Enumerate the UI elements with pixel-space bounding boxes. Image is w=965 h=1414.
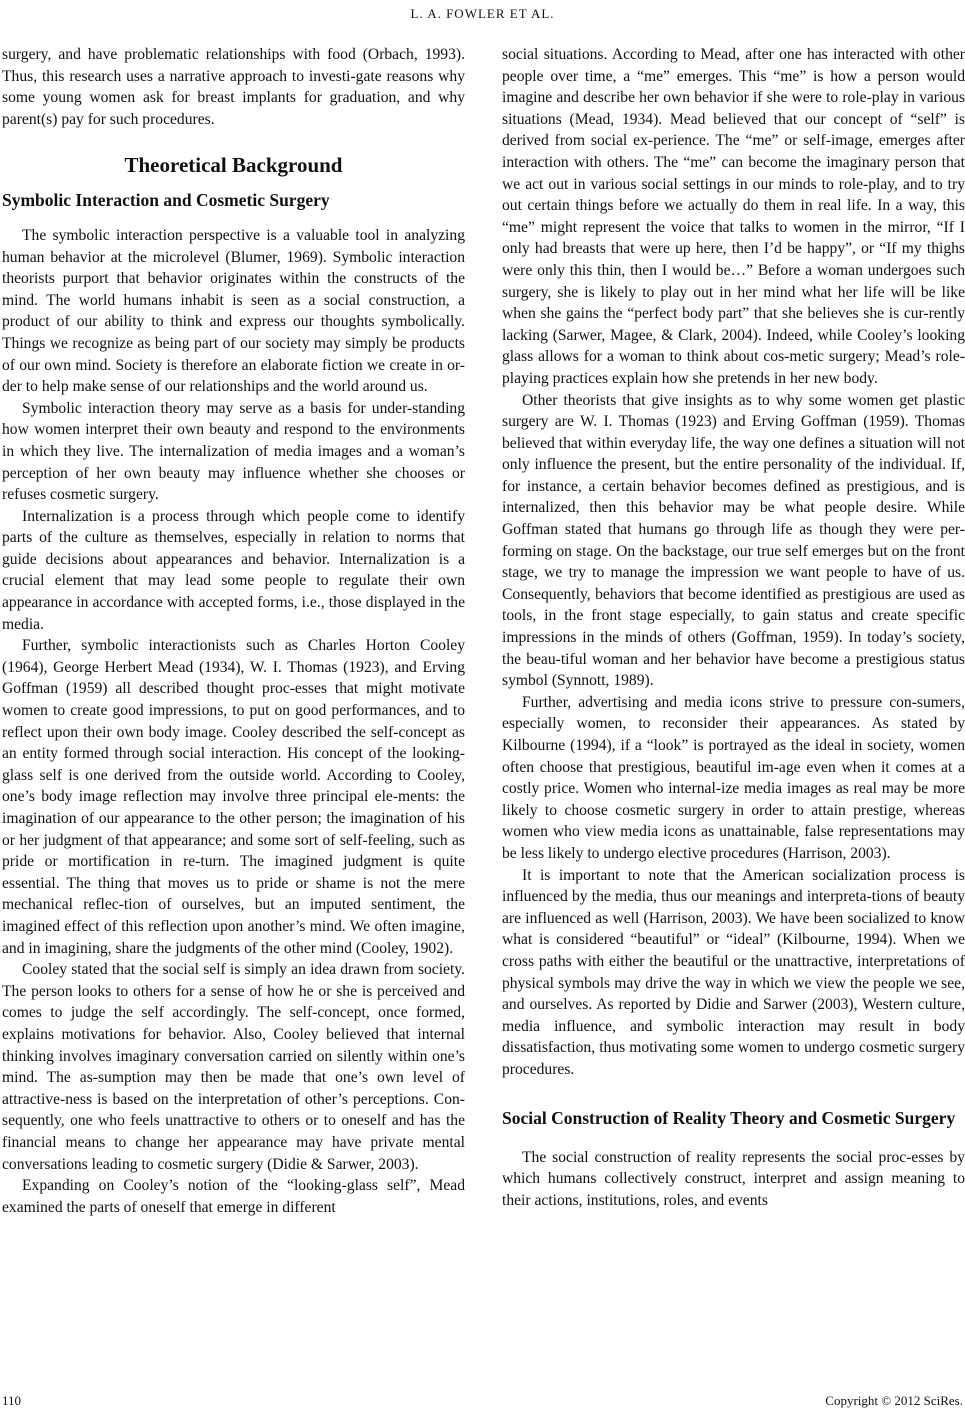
paragraph: social situations. According to Mead, after one has interacted with other people over time, a “me” emerges. This “me” is how a person would imagine and describe her own behavior if she were to role-play in various situations (Mead, 1934). Mead believed that our concept of “self” is derived from social ex-perience. The “me” or self-image, emerges after interaction with others. The “me” can become the imaginary person that we act out in various social settings in our minds to role-play, and to try out certain things before we actually do them in real life. In a way, this “me” might represent the voice that talks to women in the mirror, “If I only had breasts that were up here, then I’d be happy”, or “If my thighs were only this thin, then I would be…” Before a woman undergoes such surgery, she is likely to play out in her mind what her life will be like when she gains the “perfect body part” that she believes she is cur-rently lacking (Sarwer, Magee, & Clark, 2004). Indeed, while Cooley’s looking glass allows for a woman to think about cos-metic surgery; Mead’s role-playing practices explain how she pretends in her new body.: [502, 46, 965, 387]
paragraph: Further, symbolic interactionists such as Charles Horton Cooley (1964), George Herbert Mead (1934), W. I. Thomas (1923), and Erving Goffman (1959) all described thought proc-esses that might motivate women to create good impressions, to put on good performances, and to reflect upon their own body image. Cooley described the self-concept as an entity formed through social interaction. His concept of the looking-glass self is one derived from the outside world. According to Cooley, one’s body image reflection may involve three principal ele-ments: the imagination of our appearance to the other person; the imagination of his or her judgment of that appearance; and some sort of self-feeling, such as pride or mortification in re-turn. The imagined judgment is quite essential. The thing that moves us to pride or shame is not the mere mechanical reflec-tion of ourselves, but an imputed sentiment, the imagined effect of this reflection upon another’s mind. We often imagine, and in imagining, share the judgments of the other mind (Cooley, 1902).: [2, 637, 465, 957]
paragraph: The social construction of reality represents the social proc-esses by which humans collectively construct, interpret and assign meaning to their actions, institutions, roles, and events: [502, 1148, 965, 1209]
subsection-title: Symbolic Interaction and Cosmetic Surgery: [2, 189, 330, 210]
paragraph: It is important to note that the American socialization process is influenced by the media, thus our meanings and interpreta-tions of beauty are influenced as well (Harrison, 2003). We have been socialized to know what is considered “beautiful” or “ideal” (Kilbourne, 1994). When we cross paths with either the beautiful or the unattractive, interpretations of physical symbols may drive the way in which we view the people we see, and ourselves. As reported by Didie and Sarwer (2003), Western culture, media influence, and symbolic interaction may result in body dissatisfaction, thus motivating some women to undergo cosmetic surgery procedures.: [502, 866, 965, 1078]
paragraph: Symbolic interaction theory may serve as a basis for under-standing how women interpret their own beauty and respond to the environments in which they live. The internalization of media images and a woman’s perception of her own beauty may influence whether she chooses or refuses cosmetic surgery.: [2, 399, 465, 504]
paragraph: Other theorists that give insights as to why some women get plastic surgery are W. I. Thomas (1923) and Erving Goffman (1959). Thomas believed that within everyday life, the way one defines a situation will not only influence the present, but the entire personality of the individual. If, for instance, a certain behavior becomes defined as prestigious, and is internalized, then this behavior may be what people desire. While Goffman stated that humans go through life as though they were per-forming on stage. On the backstage, our true self emerges but on the front stage, we try to manage the impression we want people to have of us. Consequently, behaviors that become identified as prestigious are used as tools, in the front stage especially, to gain status and create specific impressions in the minds of others (Goffman, 1959). In today’s society, the beau-tiful woman and her behavior have become a prestigious status symbol (Synnott, 1989).: [502, 391, 965, 690]
left-column: [2, 44, 465, 1218]
paragraph: The symbolic interaction perspective is a valuable tool in analyzing human behavior at the microlevel (Blumer, 1969). Symbolic interaction theorists purport that behavior originates within the constructs of the mind. The world humans inhabit is seen as a social construction, a product of our ability to think and express our thoughts symbolically. Things we recognize as being part of our society may simply be products of our own mind. Society is therefore an elaborate fiction we create in or-der to help make sense of our relationships and the world around us.: [2, 226, 465, 396]
paragraph: surgery, and have problematic relationships with food (Orbach, 1993). Thus, this research uses a narrative approach to investi-gate reasons why some young women ask for breast implants for graduation, and why parent(s) pay for such procedures.: [2, 46, 465, 128]
page-number: 110: [2, 1393, 22, 1408]
paragraph: Expanding on Cooley’s notion of the “looking-glass self”, Mead examined the parts of oneself that emerge in different: [2, 1177, 465, 1216]
copyright-notice: Copyright © 2012 SciRes.: [825, 1393, 963, 1408]
right-column: [502, 44, 965, 1211]
running-head: L. A. FOWLER ET AL.: [410, 6, 555, 21]
paragraph: Cooley stated that the social self is simply an idea drawn from society. The person looks to others for a sense of how he or she is perceived and comes to judge the self accordingly. The self-concept, once formed, explains motivations for behavior. Also, Cooley believed that internal thinking involves imaginary conversation carried on silently within one’s mind. The as-sumption may then be made that one’s own level of attractive-ness is based on the interpretation of other’s perceptions. Con-sequently, one who feels unattractive to others or to oneself and has the financial means to change her appearance may have private mental conversations leading to cosmetic surgery (Didie & Sarwer, 2003).: [2, 961, 465, 1173]
paragraph: Internalization is a process through which people come to identify parts of the culture as themselves, especially in relation to norms that guide decisions about appearances and behavior. Internalization is a crucial element that may lead some people to regulate their own appearance in accordance with accepted forms, i.e., those displayed in the media.: [2, 507, 465, 633]
subsection-title: Social Construction of Reality Theory and Cosmetic Surgery: [502, 1107, 956, 1128]
paragraph: Further, advertising and media icons strive to pressure con-sumers, especially women, to reconsider their appearances. As stated by Kilbourne (1994), if a “look” is portrayed as the ideal in society, women often choose that prestigious, beautiful im-age even when it comes at a costly price. Women who internal-ize media images as real may be more likely to choose cosmetic surgery in order to attain prestige, whereas women who view media icons as unattainable, false representations may be less likely to undergo elective procedures (Harrison, 2003).: [502, 693, 965, 862]
section-title: Theoretical Background: [124, 153, 343, 178]
